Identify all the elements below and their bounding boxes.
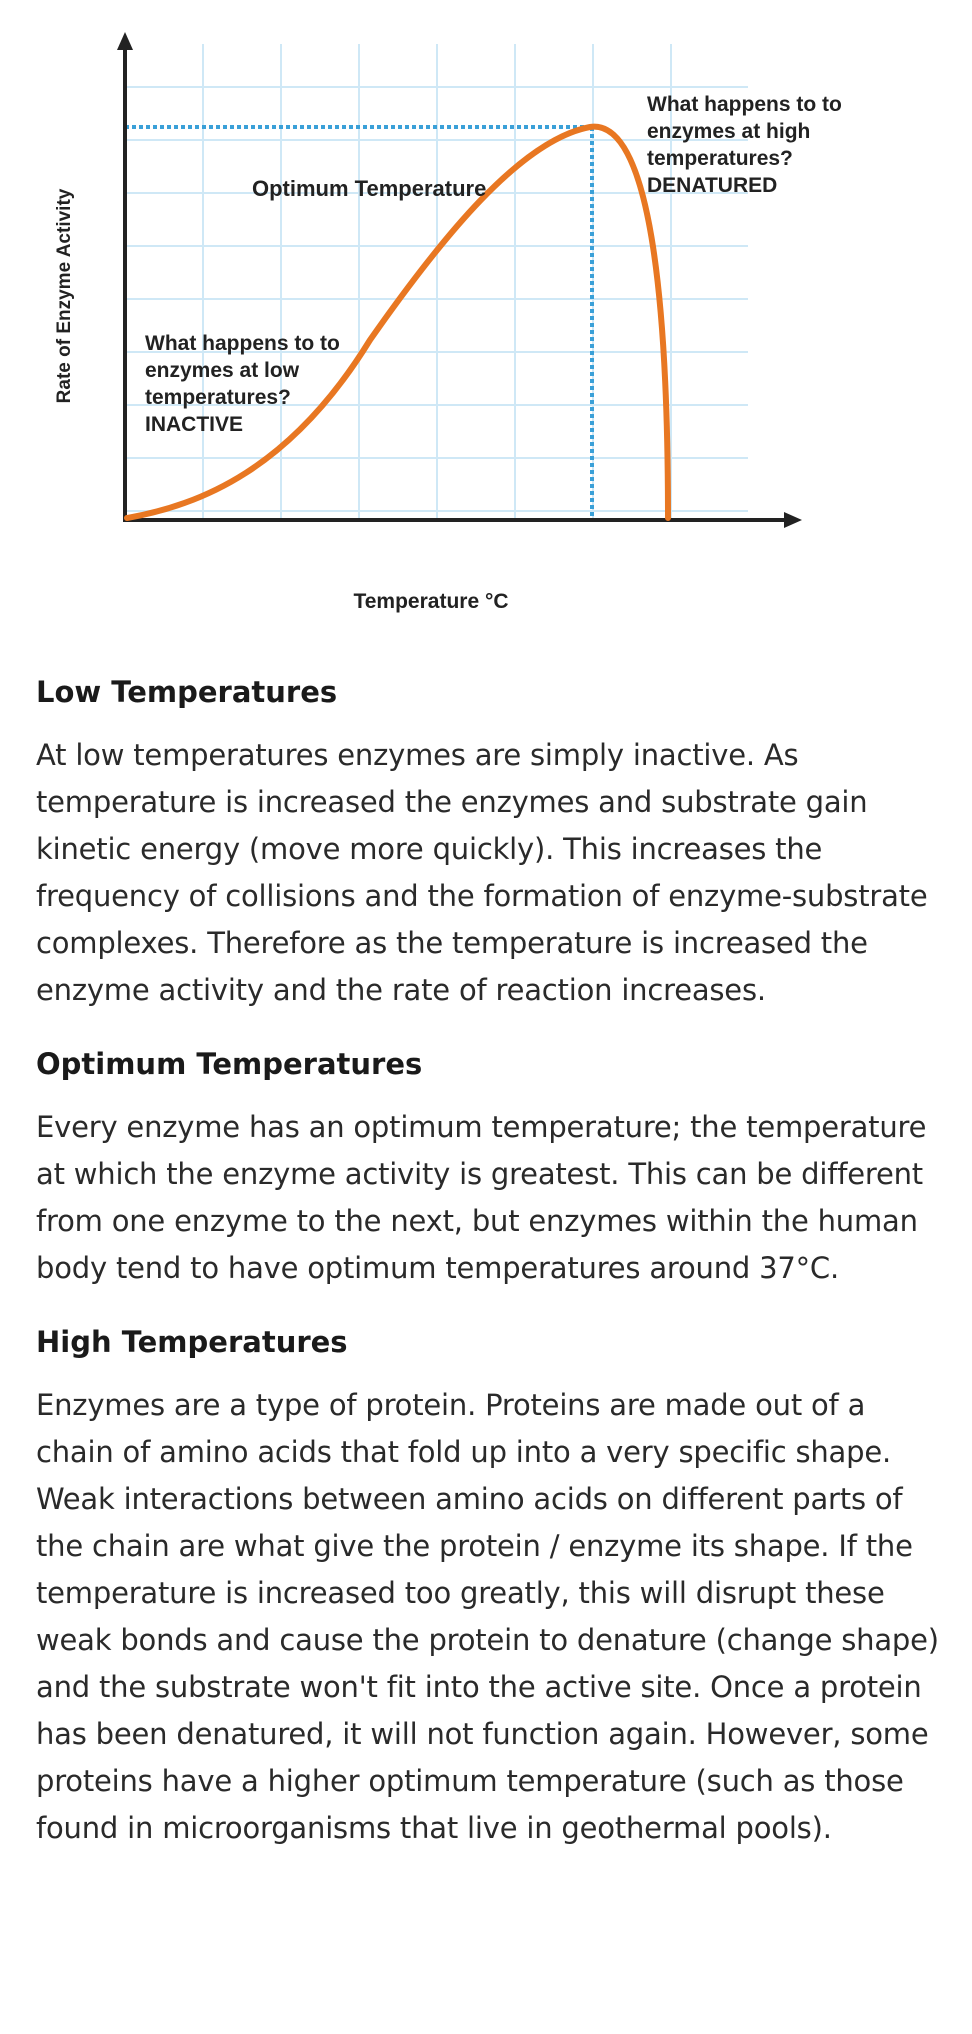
y-axis-label: Rate of Enzyme Activity (54, 188, 75, 404)
optimum-temperature-label: Optimum Temperature (252, 176, 487, 201)
high-temperature-annotation (647, 93, 848, 197)
low-temperatures-text: At low temperatures enzymes are simply inactive. As temperature is increased the enzymes and substrate gain kinetic energy (move more quickly). This increases the frequency of collisions and the formation of enzyme-substrate complexes. Therefore as the temperature is increased the enzyme activity and the rate of reaction increases. (36, 738, 928, 1007)
article-body (36, 672, 946, 1882)
low-annotation-line-3: temperatures? (145, 386, 291, 409)
y-axis-arrow (117, 32, 133, 50)
high-annotation-line-2: enzymes at high (647, 120, 811, 143)
low-annotation-line-1: What happens to to (145, 332, 340, 355)
high-annotation-line-3: temperatures? (647, 147, 793, 170)
chart-svg (0, 0, 972, 640)
optimum-temperatures-text: Every enzyme has an optimum temperature; the temperature at which the enzyme activity is greatest. This can be different from one enzyme to the next, but enzymes within the human body tend to have optimum temperatures around 37°C. (36, 1110, 927, 1285)
enzyme-temperature-chart (0, 0, 972, 640)
high-annotation-line-4: DENATURED (647, 174, 778, 197)
high-temperatures-text: Enzymes are a type of protein. Proteins are made out of a chain of amino acids that fold up into a very specific shape. Weak interactions between amino acids on different parts of the chain are what give the protein / enzyme its shape. If the temperature is increased too greatly, this will disrupt these weak bonds and cause the protein to denature (change shape) and the substrate won't fit into the active site. Once a protein has been denatured, it will not function again. However, some proteins have a higher optimum temperature (such as those found in microorganisms that live in geothermal pools). (36, 1388, 939, 1845)
optimum-temperatures-heading: Optimum Temperatures (36, 1047, 423, 1081)
x-axis-arrow (784, 512, 802, 528)
low-temperatures-heading: Low Temperatures (36, 675, 338, 709)
high-annotation-line-1: What happens to to (647, 93, 842, 116)
low-annotation-line-4: INACTIVE (145, 413, 244, 436)
x-axis-label: Temperature °C (353, 590, 509, 613)
low-temperature-annotation (145, 332, 346, 436)
high-temperatures-heading: High Temperatures (36, 1325, 348, 1359)
low-annotation-line-2: enzymes at low (145, 359, 300, 382)
